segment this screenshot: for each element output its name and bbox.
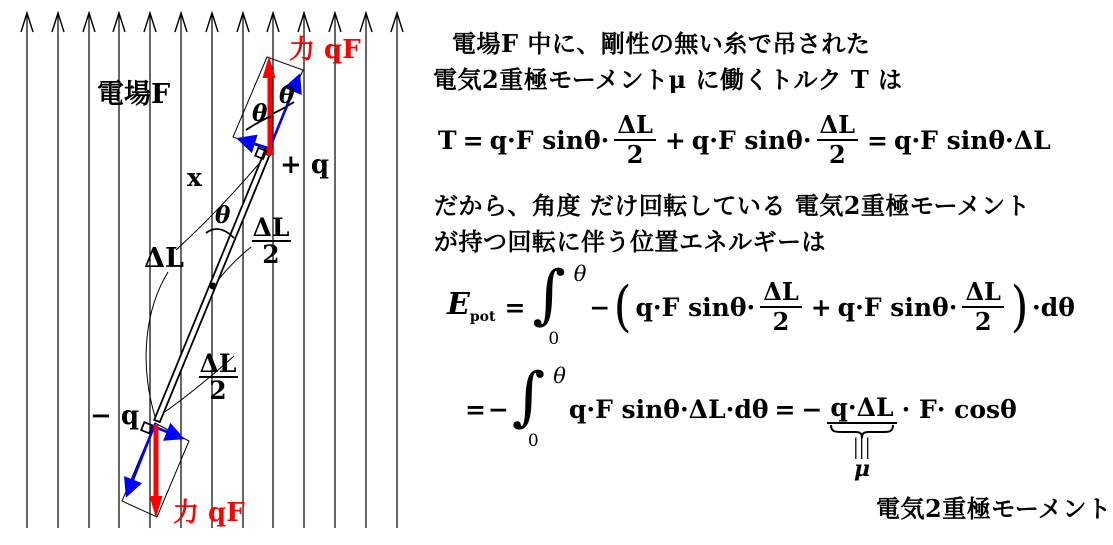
fraction-denominator: 2 — [974, 307, 992, 336]
fraction-denominator: 2 — [626, 140, 644, 169]
dipole-moment-label: 電気2重極モーメント — [876, 494, 1112, 523]
integral-sign: ∫ — [511, 360, 546, 434]
fraction-denominator: 2 — [209, 376, 227, 405]
delta-l-label: ΔL — [144, 243, 184, 274]
eq-T: T — [438, 125, 457, 155]
eq-term: q·F sinθ· — [489, 125, 610, 155]
eq-rhs: q·F sinθ·ΔL — [894, 125, 1051, 155]
underbraced-dipole-moment — [827, 392, 896, 482]
x-label: x — [187, 163, 202, 192]
result-equation — [464, 360, 1018, 482]
minus-sign: − — [801, 394, 823, 424]
equals-sign: = — [774, 394, 796, 424]
integral-sign: ∫ — [532, 258, 566, 332]
fraction-numerator: ΔL — [962, 279, 1004, 308]
right-angle-mark-top — [255, 148, 266, 159]
integral-lower-limit: 0 — [527, 431, 539, 451]
e-pot-symbol — [447, 287, 496, 325]
eq-term: q·F sinθ· — [691, 125, 812, 155]
half-length-fraction-lower — [199, 349, 238, 405]
force-label-top: 力 qF — [289, 35, 361, 65]
eq-term: q·F sinθ· — [837, 292, 958, 322]
triple-bar: ||| — [853, 433, 871, 459]
fraction-numerator: ΔL — [252, 213, 290, 242]
pot-subscript: pot — [469, 309, 496, 325]
plus-sign: + — [664, 125, 686, 155]
delta-l-over-2 — [614, 109, 656, 169]
fraction-numerator: ΔL — [614, 112, 656, 141]
intro-line-2: 電気2重極モーメントμ に働くトルク T は — [433, 65, 903, 94]
fraction-numerator: ΔL — [817, 112, 859, 141]
rod-center-dot — [210, 283, 217, 290]
fraction-denominator: 2 — [772, 307, 790, 336]
intro-line-1: 電場F 中に、剛性の無い糸で吊された — [452, 29, 871, 58]
dipole-field-diagram — [0, 0, 420, 545]
equals-sign: = — [465, 394, 486, 424]
because-line-2: が持つ回転に伴う位置エネルギーは — [434, 227, 826, 256]
equals-sign: = — [504, 292, 526, 322]
integral — [532, 258, 587, 349]
torque-equation — [437, 108, 1052, 172]
field-label: 電場F — [97, 79, 171, 110]
eq-term: q·F sinθ· — [635, 292, 756, 322]
minus-charge-label: − q — [90, 401, 140, 431]
equals-sign: = — [867, 125, 888, 155]
integral-lower-limit: 0 — [548, 329, 560, 349]
fraction-numerator: ΔL — [760, 279, 802, 308]
component-arrow-bottom-right — [155, 427, 182, 438]
right-angle-mark-bottom — [141, 422, 152, 433]
plus-charge-label: + q — [280, 150, 330, 180]
plus-sign: + — [810, 292, 832, 322]
integral-upper-limit: θ — [573, 262, 587, 286]
theta-label-center: θ — [215, 202, 231, 229]
component-arrow-bottom-left — [127, 424, 155, 495]
delta-l-over-2 — [817, 109, 859, 169]
half-length-fraction-upper — [252, 213, 291, 269]
eq-dtheta: ·dθ — [1032, 292, 1075, 322]
potential-energy-equation: $E_{pot}$ = ∫ θ 0 − ( q·F sinθ· $\frac{\Delta L}{2}$ + q·F sinθ· $\frac{\Delta L}{2}$ ) ·dθ — [447, 258, 1075, 349]
fraction-denominator: 2 — [262, 240, 280, 269]
eq-tail: · F· cosθ — [901, 394, 1017, 424]
integral-upper-limit: θ — [553, 364, 566, 388]
minus-sign: − — [589, 292, 611, 322]
underbrace-annotation — [830, 424, 894, 480]
q-delta-l: q·ΔL — [827, 395, 896, 424]
delta-l-over-2 — [760, 276, 802, 336]
field-lines — [27, 14, 397, 528]
delta-l-over-2 — [962, 276, 1004, 336]
eq-body: q·F sinθ·ΔL·dθ — [568, 394, 769, 424]
E: E — [447, 287, 470, 322]
equals-sign: = — [462, 125, 484, 155]
theta-label-top-left: θ — [252, 100, 268, 127]
minus-sign: − — [487, 394, 509, 424]
integral — [511, 360, 566, 451]
fraction-numerator: ΔL — [199, 349, 237, 378]
force-label-bottom: 力 qF — [173, 498, 245, 528]
fraction-denominator: 2 — [828, 140, 846, 169]
theta-label-top-right: θ — [279, 82, 295, 109]
because-line-1: だから、角度 だけ回転している 電気2重極モーメント — [434, 191, 1031, 220]
mu-symbol: μ — [853, 455, 871, 482]
